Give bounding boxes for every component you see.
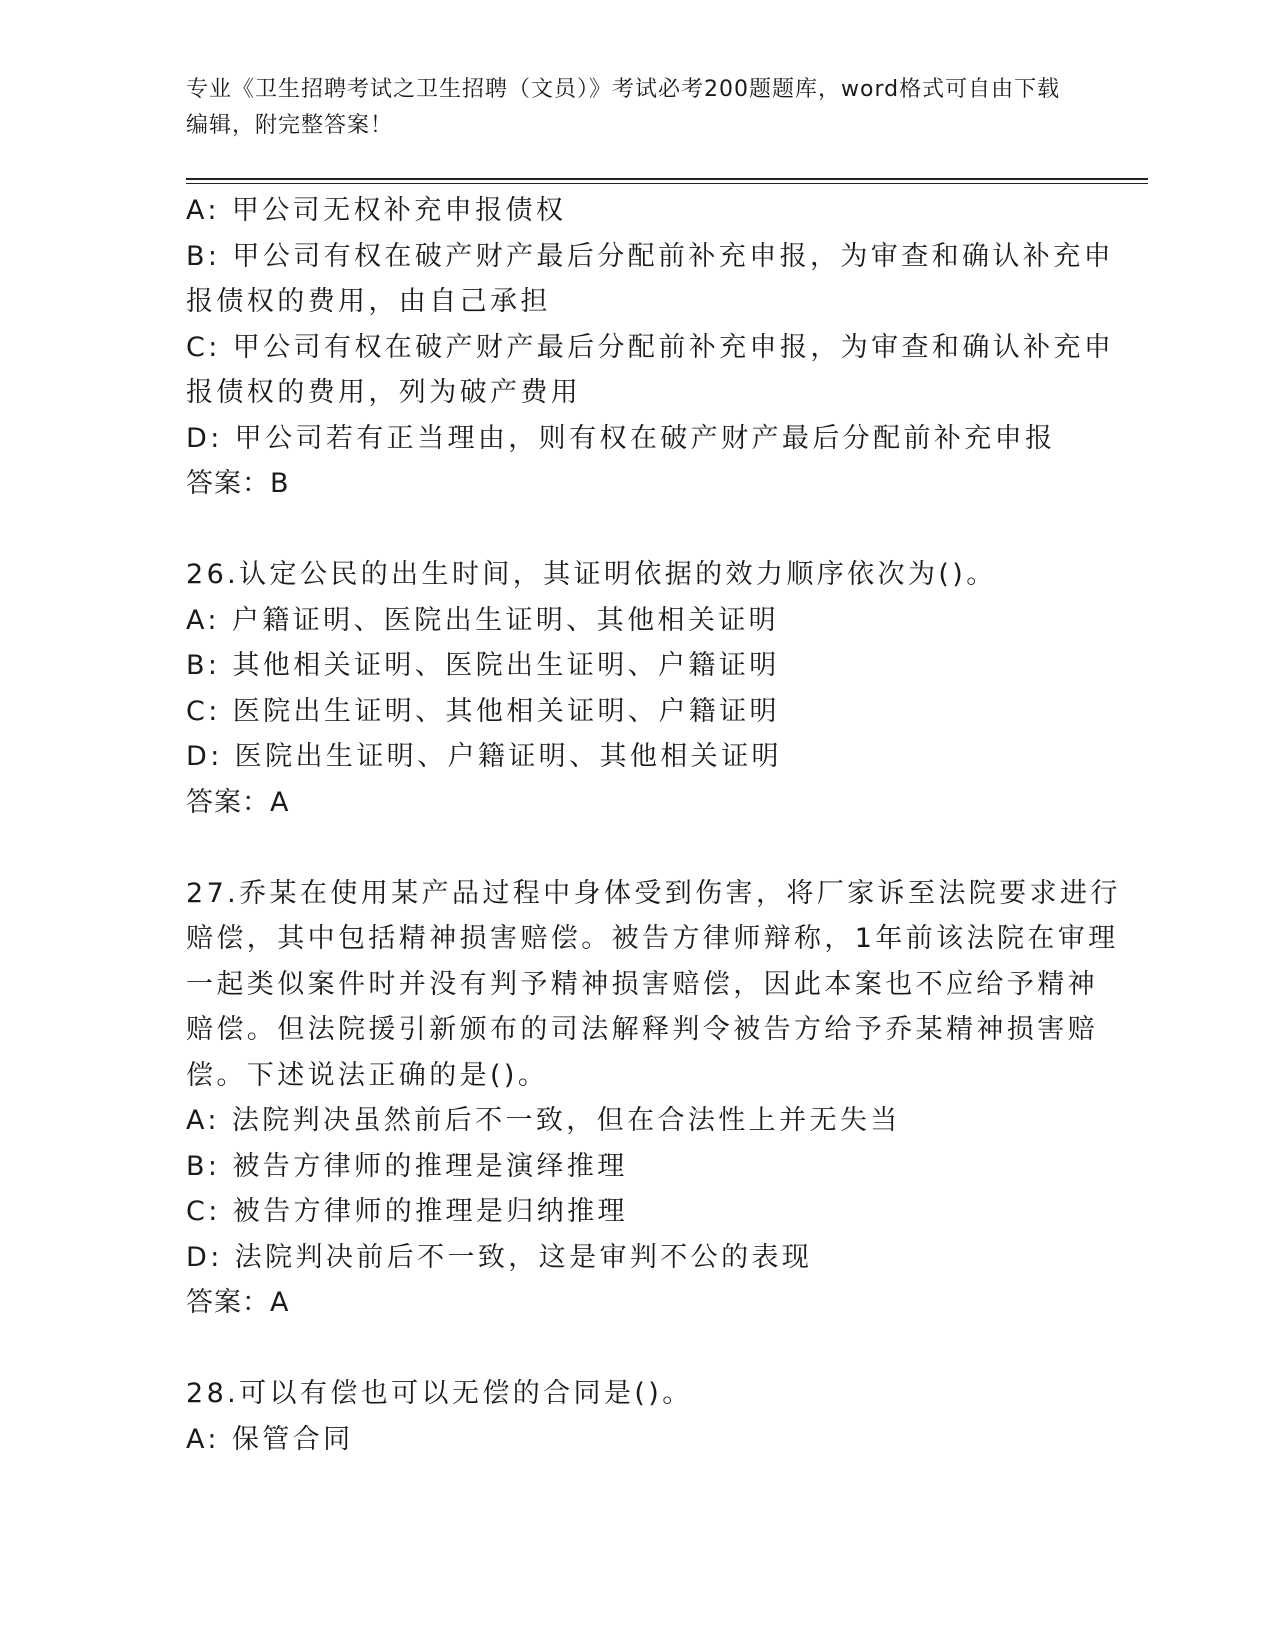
question-stem: 一起类似案件时并没有判予精神损害赔偿，因此本案也不应给予精神 [186, 968, 1098, 1000]
answer-line: 答案：B [186, 468, 290, 499]
question-25-continuation [186, 188, 1115, 507]
question-stem: 偿。下述说法正确的是()。 [186, 1059, 549, 1091]
document-header: 专业《卫生招聘考试之卫生招聘（文员）》考试必考200题题库，word格式可自由下载编辑，附完整答案！ [186, 77, 1061, 138]
spacer [186, 507, 1086, 553]
question-stem: 赔偿。但法院援引新颁布的司法解释判令被告方给予乔某精神损害赔 [186, 1014, 1098, 1045]
option-line: D: 法院判决前后不一致，这是审判不公的表现 [186, 1241, 813, 1273]
spacer [186, 825, 1086, 871]
option-line: D: 医院出生证明、户籍证明、其他相关证明 [186, 741, 782, 772]
question-stem: 28.可以有偿也可以无偿的合同是()。 [186, 1378, 693, 1409]
option-line: 报债权的费用，列为破产费用 [186, 377, 582, 408]
question-28 [186, 1371, 1086, 1462]
option-line: A: 保管合同 [186, 1423, 354, 1455]
answer-line: 答案：A [186, 1287, 290, 1318]
option-line: B: 被告方律师的推理是演绎推理 [186, 1150, 628, 1182]
option-line: A: 甲公司无权补充申报债权 [186, 195, 567, 226]
question-27 [186, 871, 1121, 1326]
option-line: C: 被告方律师的推理是归纳推理 [186, 1196, 628, 1227]
option-line: A: 户籍证明、医院出生证明、其他相关证明 [186, 604, 780, 636]
option-line: 报债权的费用，由自己承担 [186, 286, 551, 317]
option-line: C: 医院出生证明、其他相关证明、户籍证明 [186, 695, 780, 727]
option-line: C: 甲公司有权在破产财产最后分配前补充申报，为审查和确认补充申 [186, 331, 1115, 363]
option-line: B: 甲公司有权在破产财产最后分配前补充申报，为审查和确认补充申 [186, 240, 1115, 272]
question-26 [186, 552, 1086, 825]
spacer [186, 1326, 1086, 1372]
option-line: A: 法院判决虽然前后不一致，但在合法性上并无失当 [186, 1105, 901, 1136]
header-rule-thin [186, 183, 1148, 184]
header-rule-thick [186, 178, 1148, 180]
question-stem: 27.乔某在使用某产品过程中身体受到伤害，将厂家诉至法院要求进行 [186, 877, 1121, 909]
question-content [186, 188, 1121, 1462]
option-line: B: 其他相关证明、医院出生证明、户籍证明 [186, 650, 780, 681]
answer-line: 答案：A [186, 786, 290, 818]
question-stem: 赔偿，其中包括精神损害赔偿。被告方律师辩称，1年前该法院在审理 [186, 923, 1119, 954]
question-stem: 26.认定公民的出生时间，其证明依据的效力顺序依次为()。 [186, 559, 997, 590]
option-line: D: 甲公司若有正当理由，则有权在破产财产最后分配前补充申报 [186, 422, 1056, 454]
